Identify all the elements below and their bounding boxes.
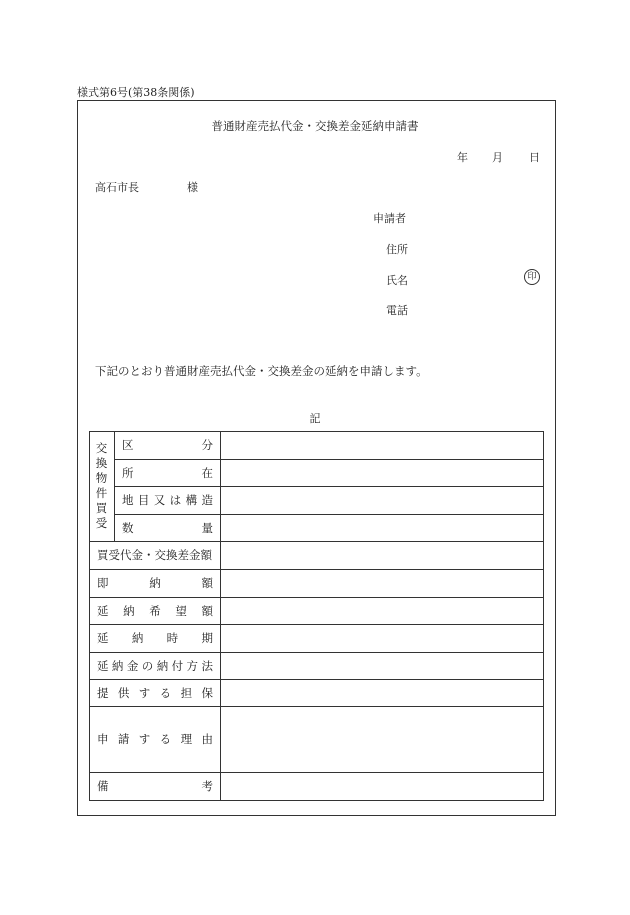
address-label: 住所 xyxy=(386,243,408,256)
label-char: 額 xyxy=(201,603,213,618)
label-char: る xyxy=(159,685,172,700)
row-label xyxy=(90,569,220,597)
label-char: 提 xyxy=(97,685,109,700)
label-char: 造 xyxy=(201,493,213,507)
row-label xyxy=(90,679,220,706)
row-label xyxy=(90,541,220,569)
label-char: 又 xyxy=(153,493,166,507)
label-char: 額 xyxy=(201,576,213,590)
label-char: 納 xyxy=(131,631,144,645)
value-field[interactable] xyxy=(221,431,543,459)
label-char: 受 xyxy=(95,516,108,530)
table-rule xyxy=(89,800,544,801)
label-char: 換 xyxy=(95,456,108,470)
label-char: 備 xyxy=(97,779,109,793)
sub-row-label xyxy=(115,514,220,541)
label-char: る xyxy=(159,732,172,746)
label-char: 交 xyxy=(95,441,108,455)
label-char: 考 xyxy=(201,779,213,793)
sub-row-label xyxy=(115,486,220,514)
label-char: 分 xyxy=(201,438,213,452)
label-char: 買受代金・交換差金額 xyxy=(97,548,212,562)
label-char: は xyxy=(169,493,182,507)
label-char: 即 xyxy=(97,576,109,590)
details-table xyxy=(89,431,544,801)
value-field[interactable] xyxy=(221,541,543,569)
name-label: 氏名 xyxy=(386,274,408,287)
label-char: す xyxy=(138,732,151,746)
sub-row-label xyxy=(115,431,220,459)
row-label xyxy=(90,706,220,772)
value-field[interactable] xyxy=(221,679,543,706)
value-field[interactable] xyxy=(221,772,543,800)
sub-row-label xyxy=(115,459,220,486)
value-field[interactable] xyxy=(221,706,543,772)
label-char: 請 xyxy=(117,732,130,746)
group-label-exchange-property xyxy=(89,431,114,541)
label-char: 法 xyxy=(201,658,213,673)
form-title: 普通財産売払代金・交換差金延納申請書 xyxy=(211,119,419,133)
label-char: 望 xyxy=(175,603,187,618)
label-char: 物 xyxy=(95,471,108,485)
label-char: 数 xyxy=(122,520,134,535)
label-char: 延 xyxy=(97,658,109,673)
value-field[interactable] xyxy=(221,514,543,541)
label-char: 目 xyxy=(137,493,150,507)
label-char: 担 xyxy=(180,685,193,700)
label-char: 供 xyxy=(117,685,130,700)
value-field[interactable] xyxy=(221,624,543,652)
value-field[interactable] xyxy=(221,652,543,679)
date-day-label: 日 xyxy=(529,151,540,164)
label-char: 量 xyxy=(201,520,213,535)
label-char: 納 xyxy=(149,576,161,590)
label-char: 由 xyxy=(201,732,213,746)
label-char: 納 xyxy=(111,658,124,673)
label-char: 在 xyxy=(201,465,213,480)
label-char: 保 xyxy=(201,685,213,700)
label-char: 方 xyxy=(186,658,199,673)
label-char: 構 xyxy=(185,493,198,507)
label-char: の xyxy=(141,658,154,673)
honorific: 様 xyxy=(187,181,198,194)
row-label xyxy=(90,597,220,624)
label-char: 希 xyxy=(149,603,161,618)
value-field[interactable] xyxy=(221,597,543,624)
date-month-label: 月 xyxy=(492,151,503,164)
value-field[interactable] xyxy=(221,459,543,486)
label-char: 区 xyxy=(122,438,134,452)
label-char: 延 xyxy=(97,603,109,618)
label-char: 時 xyxy=(166,631,179,645)
seal-mark: 印 xyxy=(524,269,540,285)
label-char: 理 xyxy=(180,732,193,746)
label-char: 地 xyxy=(122,493,134,507)
label-char: 延 xyxy=(97,631,109,645)
label-char: 買 xyxy=(95,501,108,515)
row-label xyxy=(90,652,220,679)
date-year-label: 年 xyxy=(457,151,468,164)
row-label xyxy=(90,624,220,652)
label-char: 付 xyxy=(171,658,184,673)
label-char: 所 xyxy=(122,465,134,480)
form-number-label: 様式第6号(第38条関係) xyxy=(77,86,195,99)
label-char: 納 xyxy=(156,658,169,673)
ki-heading: 記 xyxy=(309,412,321,425)
label-char: 件 xyxy=(95,486,108,500)
label-char: 申 xyxy=(97,732,109,746)
addressee: 高石市長 xyxy=(95,181,139,194)
label-char: 金 xyxy=(126,658,139,673)
label-char: 納 xyxy=(123,603,135,618)
request-statement: 下記のとおり普通財産売払代金・交換差金の延納を申請します。 xyxy=(95,364,428,378)
label-char: す xyxy=(138,685,151,700)
label-char: 期 xyxy=(201,631,213,645)
value-field[interactable] xyxy=(221,569,543,597)
row-label xyxy=(90,772,220,800)
phone-label: 電話 xyxy=(386,304,408,317)
applicant-heading: 申請者 xyxy=(373,212,406,225)
value-field[interactable] xyxy=(221,486,543,514)
